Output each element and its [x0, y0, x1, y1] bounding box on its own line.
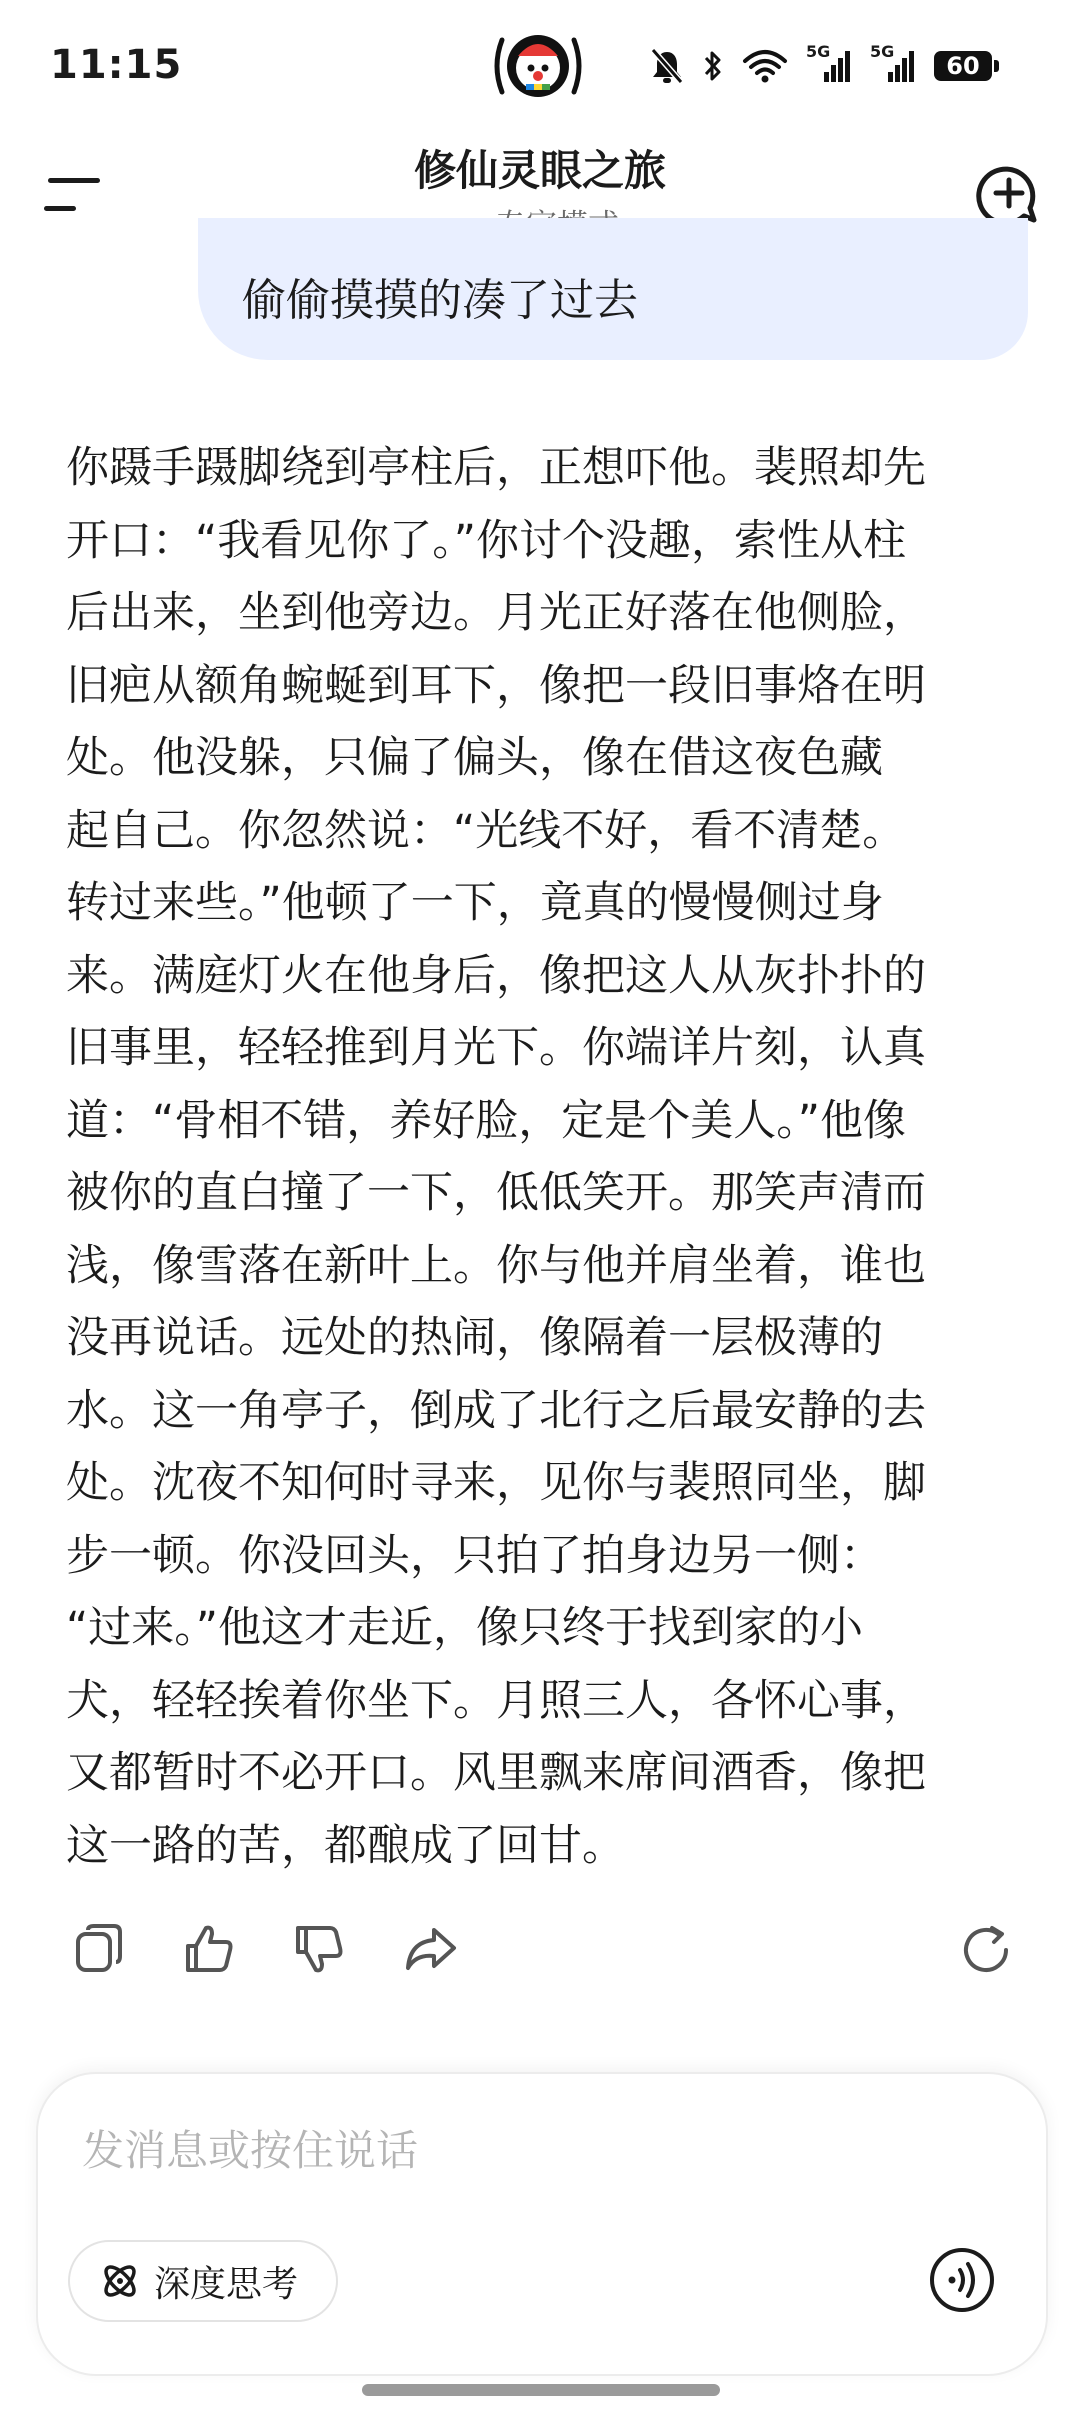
- copy-button[interactable]: [70, 1920, 128, 1978]
- assistant-message-line: 这一路的苦，都酿成了回甘。: [66, 1820, 625, 1871]
- deep-think-button[interactable]: [68, 2240, 338, 2322]
- bluetooth-icon: [702, 46, 724, 86]
- assistant-message-line: 犬，轻轻挨着你坐下。月照三人，各怀心事，: [66, 1675, 926, 1726]
- new-chat-button[interactable]: [976, 160, 1042, 226]
- assistant-message-line: 开口：“我看见你了。”你讨个没趣，索性从柱: [66, 515, 907, 566]
- cellular-signal-2-icon: [870, 42, 916, 86]
- assistant-message-line: 道：“骨相不错，养好脸，定是个美人。”他像: [66, 1095, 907, 1146]
- app-notification-icon: [488, 26, 588, 106]
- assistant-message-line: 处。他没躲，只偏了偏头，像在借这夜色藏: [66, 733, 883, 783]
- message-input-box[interactable]: [36, 2072, 1048, 2376]
- assistant-message-line: 浅，像雪落在新叶上。你与他并肩坐着，谁也: [66, 1240, 926, 1291]
- assistant-message-line: 转过来些。”他顿了一下，竟真的慢慢侧过身: [66, 878, 884, 928]
- status-bar: [0, 0, 1080, 130]
- message-input-placeholder[interactable]: 发消息或按住说话: [82, 2126, 419, 2175]
- chat-title[interactable]: 修仙灵眼之旅: [413, 146, 666, 195]
- mute-icon: [650, 46, 684, 86]
- share-button[interactable]: [402, 1920, 460, 1978]
- user-message-bubble[interactable]: [198, 218, 1028, 360]
- network-type-label-1: 5G: [806, 42, 831, 61]
- assistant-message: [66, 432, 1016, 1882]
- status-time: 11:15: [50, 42, 183, 88]
- atom-icon: [98, 2259, 142, 2303]
- assistant-message-line: 步一顿。你没回头，只拍了拍身边另一侧：: [66, 1530, 883, 1581]
- assistant-message-line: 没再说话。远处的热闹，像隔着一层极薄的: [66, 1313, 883, 1363]
- status-icons: [650, 44, 992, 88]
- thumbs-down-button[interactable]: [290, 1920, 348, 1978]
- assistant-message-line: 后出来，坐到他旁边。月光正好落在他侧脸，: [66, 588, 926, 638]
- thumbs-up-button[interactable]: [180, 1920, 238, 1978]
- battery-indicator: 60: [934, 51, 992, 81]
- assistant-message-line: 被你的直白撞了一下，低低笑开。那笑声清而: [66, 1168, 926, 1218]
- cellular-signal-1-icon: [806, 42, 852, 86]
- message-action-bar: [0, 1920, 1080, 1980]
- assistant-message-line: “过来。”他这才走近，像只终于找到家的小: [66, 1603, 864, 1653]
- network-type-label-2: 5G: [870, 42, 895, 61]
- assistant-message-line: 又都暂时不必开口。风里飘来席间酒香，像把: [66, 1748, 926, 1798]
- assistant-message-line: 处。沈夜不知何时寻来，见你与裴照同坐，脚: [66, 1458, 926, 1508]
- assistant-message-line: 你蹑手蹑脚绕到亭柱后，正想吓他。裴照却先: [66, 443, 926, 493]
- assistant-message-line: 来。满庭灯火在他身后，像把这人从灰扑扑的: [66, 950, 926, 1001]
- home-indicator[interactable]: [362, 2384, 720, 2396]
- wifi-icon: [742, 46, 788, 86]
- assistant-message-line: 水。这一角亭子，倒成了北行之后最安静的去: [66, 1385, 926, 1436]
- regenerate-button[interactable]: [958, 1920, 1016, 1978]
- deep-think-label: 深度思考: [154, 2263, 299, 2305]
- assistant-message-line: 旧疤从额角蜿蜒到耳下，像把一段旧事烙在明: [66, 660, 926, 711]
- assistant-message-line: 起自己。你忽然说：“光线不好，看不清楚。: [66, 805, 906, 856]
- voice-button[interactable]: [928, 2246, 996, 2314]
- assistant-message-line: 旧事里，轻轻推到月光下。你端详片刻，认真: [66, 1023, 926, 1073]
- user-message-text: 偷偷摸摸的凑了过去: [242, 275, 638, 326]
